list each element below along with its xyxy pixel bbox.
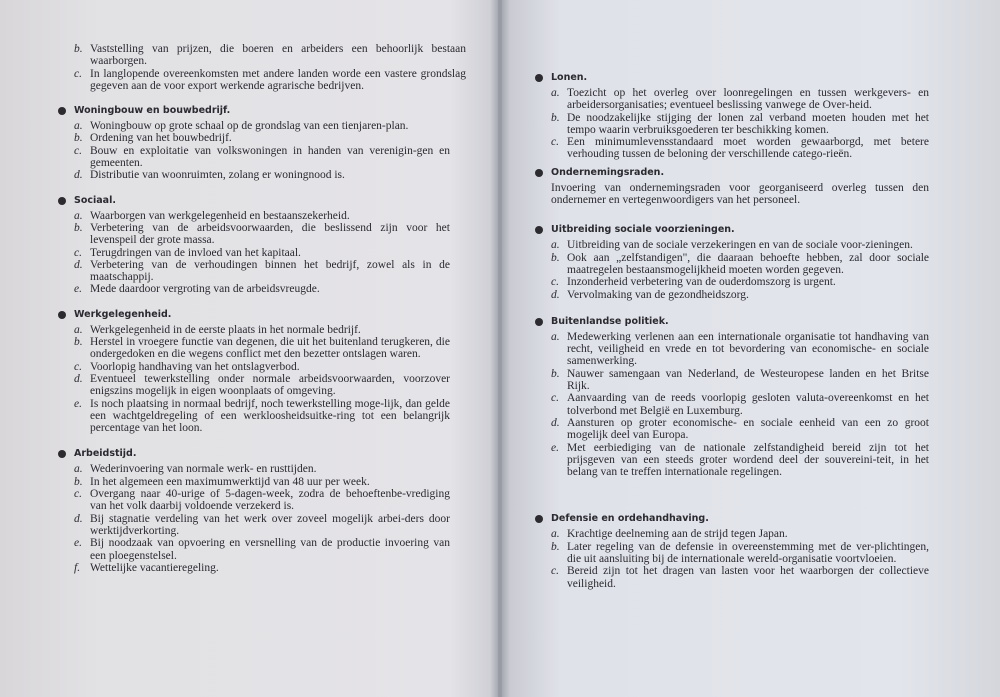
list-item <box>535 136 929 161</box>
section-heading <box>535 315 929 329</box>
item-letter: a. <box>551 87 560 99</box>
item-text: Medewerking verlenen aan een internationale organisatie tot handhaving van recht, veiligheid en vrede en tot bevordering van economische- en sociale samenwerking. <box>567 330 929 368</box>
list-item <box>58 259 450 284</box>
bullet-icon <box>58 197 66 205</box>
list-item <box>58 283 450 295</box>
item-text: Vaststelling van prijzen, die boeren en arbeiders een behoorlijk bestaan waarborgen. <box>90 43 466 68</box>
item-text: In langlopende overeenkomsten met andere landen worde een vastere grondslag gegeven aan de voor export werkende agrarische bedrijven. <box>90 67 466 92</box>
list-item <box>535 368 929 393</box>
list-item <box>535 331 929 368</box>
item-text: Voorlopig handhaving van het ontslagverbod. <box>90 360 300 373</box>
list-item <box>58 222 450 247</box>
item-letter: f. <box>74 561 81 574</box>
bullet-icon <box>58 311 66 319</box>
list-item <box>535 276 929 288</box>
section-heading <box>58 104 450 118</box>
section <box>58 104 450 181</box>
item-letter: e. <box>74 283 82 296</box>
item-text: Herstel in vroegere functie van degenen, die uit het buitenland terugkeren, die ondergedoken en die wegens conflict met den bezetter ontslagen waren. <box>90 336 450 361</box>
item-letter: c. <box>74 67 82 80</box>
item-letter: c. <box>551 136 559 149</box>
section-heading <box>535 71 929 85</box>
list-item <box>535 417 929 442</box>
section <box>535 315 929 479</box>
list-item <box>535 239 929 251</box>
list-item <box>58 488 450 513</box>
item-text: Verbetering van de verhoudingen binnen het bedrijf, zowel als in de maatschappij. <box>90 258 450 284</box>
item-text: Bouw en exploitatie van volkswoningen in handen van verenigin-gen en gemeenten. <box>90 144 450 170</box>
item-text: Overgang naar 40-urige of 5-dagen-week, zodra de behoeftenbe-vrediging van het volk daarbij voldoende verzekerd is. <box>90 488 450 513</box>
left-page <box>58 0 466 697</box>
item-text: Verbetering van de arbeidsvoorwaarden, die beslissend zijn voor het levenspeil der grote massa. <box>90 221 450 247</box>
section <box>58 194 450 296</box>
item-text: Mede daardoor vergroting van de arbeidsvreugde. <box>90 283 320 296</box>
item-letter: a. <box>74 323 83 336</box>
item-text: Krachtige deelneming aan de strijd tegen Japan. <box>567 528 788 541</box>
heading-text: Sociaal. <box>74 194 116 206</box>
list-item <box>535 289 929 301</box>
item-text: Woningbouw op grote schaal op de grondslag van een tienjaren-plan. <box>90 120 409 133</box>
item-text: Wederinvoering van normale werk- en rusttijden. <box>90 463 317 476</box>
list-item <box>535 87 929 112</box>
item-letter: d. <box>74 258 83 271</box>
item-text: Eventueel tewerkstelling onder normale arbeidsvoorwaarden, voorzover enigszins mogelijk in eigen woonplaats of omgeving. <box>90 372 450 398</box>
item-text: Ordening van het bouwbedrijf. <box>90 132 232 145</box>
item-text: Aansturen op groter economische- en sociale eenheid van een zo groot mogelijk deel van Europa. <box>567 416 929 442</box>
item-text: Ook aan „zelfstandigen", die daaraan behoefte hebben, zal door sociale maatregelen bestaansmogelijkheid moeten worden gegeven. <box>567 251 929 276</box>
bullet-icon <box>58 450 66 458</box>
item-text: Bereid zijn tot het dragen van lasten voor het waarborgen der collectieve veiligheid. <box>567 565 929 590</box>
item-letter: b. <box>551 367 560 380</box>
section <box>535 71 929 161</box>
item-text: Vervolmaking van de gezondheidszorg. <box>567 288 749 301</box>
list-item <box>535 112 929 137</box>
item-text: Werkgelegenheid in de eerste plaats in het normale bedrijf. <box>90 323 361 336</box>
heading-text: Lonen. <box>551 72 588 83</box>
list-item <box>58 336 450 361</box>
item-text: Is noch plaatsing in normaal bedrijf, noch tewerkstelling moge-lijk, dan gelde een wachtgeldregeling of een werkloosheidsuitke-ring tot een belangrijk percentage van het loon. <box>90 397 450 435</box>
item-letter: d. <box>551 416 560 429</box>
item-text: Later regeling van de defensie in overeenstemming met de ver-plichtingen, die uit aansluiting bij de internationale wereld-organisatie voortvloeien. <box>567 540 929 566</box>
item-letter: b. <box>551 251 560 264</box>
heading-text: Uitbreiding sociale voorzieningen. <box>551 224 735 236</box>
section <box>58 447 450 574</box>
item-letter: d. <box>551 288 560 301</box>
item-text: Bij stagnatie verdeling van het werk over zoveel mogelijk arbei-ders door werktijdverkorting. <box>90 512 450 537</box>
item-text: Waarborgen van werkgelegenheid en bestaanszekerheid. <box>90 209 350 222</box>
heading-text: Defensie en ordehandhaving. <box>551 513 709 525</box>
page-fold <box>498 0 502 697</box>
item-letter: c. <box>551 276 559 289</box>
section-heading <box>58 308 450 322</box>
list-item <box>58 476 450 488</box>
list-item <box>535 528 929 540</box>
item-letter: b. <box>551 111 560 124</box>
heading-text: Ondernemingsraden. <box>551 166 665 178</box>
heading-text: Woningbouw en bouwbedrijf. <box>74 105 231 117</box>
item-letter: a. <box>551 330 560 343</box>
item-text: Uitbreiding van de sociale verzekeringen en van de sociale voor-zieningen. <box>567 239 913 252</box>
list-item <box>58 324 450 336</box>
list-item <box>535 541 929 566</box>
heading-text: Arbeidstijd. <box>74 448 137 460</box>
bullet-icon <box>535 74 543 82</box>
item-text: Bij noodzaak van opvoering en versnelling van de productie invoering van een ploegenstelsel. <box>90 537 450 562</box>
bullet-icon <box>535 515 543 523</box>
item-letter: b. <box>74 336 83 349</box>
bullet-icon <box>58 107 66 115</box>
heading-text: Buitenlandse politiek. <box>551 315 669 327</box>
bullet-icon <box>535 226 543 234</box>
list-item <box>58 398 450 435</box>
item-text: Wettelijke vacantieregeling. <box>90 561 219 574</box>
item-letter: c. <box>74 144 82 157</box>
item-text: Nauwer samengaan van Nederland, de Westeuropese landen en het Britse Rijk. <box>567 367 929 393</box>
item-letter: c. <box>74 246 82 259</box>
list-item <box>58 132 450 144</box>
section <box>535 512 929 589</box>
item-text: Met eerbiediging van de nationale zelfstandigheid bereid zijn tot het prijsgeven van een steeds groter wordend deel der souvereini-teit, in het belang van te treffen internationale regelingen. <box>567 441 929 479</box>
section <box>535 223 929 300</box>
item-text: Toezicht op het overleg over loonregelingen en tussen werkgevers- en arbeidersorganisaties; eventueel beslissing vanwege de Over-heid. <box>567 87 929 112</box>
item-letter: b. <box>74 475 83 488</box>
item-letter: c. <box>74 360 82 373</box>
item-letter: d. <box>74 512 83 525</box>
right-page <box>535 0 929 697</box>
list-item <box>58 145 450 170</box>
item-letter: b. <box>74 221 83 234</box>
item-text: Terugdringen van de invloed van het kapitaal. <box>90 246 301 259</box>
section-heading <box>58 194 450 208</box>
list-item <box>58 562 450 574</box>
list-item <box>58 537 450 562</box>
list-item <box>74 68 466 93</box>
section <box>58 308 450 435</box>
item-text: De noodzakelijke stijging der lonen zal verband moeten houden met het tempo waarin verbruiksgoederen ter beschikking komen. <box>567 111 929 136</box>
item-text: Een minimumlevensstandaard moet worden gewaarborgd, met betere verhouding tussen de beloning der verschillende catego-rieën. <box>567 136 929 161</box>
bullet-icon <box>535 169 543 177</box>
item-letter: b. <box>74 132 83 145</box>
item-letter: b. <box>551 540 560 553</box>
list-item <box>58 169 450 181</box>
list-item <box>74 43 466 68</box>
section <box>535 166 929 207</box>
list-item <box>58 120 450 132</box>
item-letter: a. <box>74 120 83 133</box>
list-item <box>58 210 450 222</box>
item-text: Inzonderheid verbetering van de ouderdomszorg is urgent. <box>567 276 836 289</box>
list-item <box>58 513 450 538</box>
section-heading <box>58 447 450 461</box>
section-heading <box>535 512 929 526</box>
item-letter: a. <box>551 239 560 252</box>
section-heading <box>535 166 929 180</box>
item-letter: a. <box>74 463 83 476</box>
item-letter: c. <box>551 565 559 578</box>
item-letter: a. <box>551 528 560 541</box>
item-letter: b. <box>74 43 83 55</box>
item-text: In het algemeen een maximumwerktijd van 48 uur per week. <box>90 475 370 488</box>
list-item <box>58 361 450 373</box>
list-item <box>58 373 450 398</box>
item-letter: a. <box>74 209 83 222</box>
list-item <box>535 252 929 277</box>
list-item <box>58 463 450 475</box>
item-letter: d. <box>74 372 83 385</box>
section-paragraph: Invoering van ondernemingsraden voor georganiseerd overleg tussen den ondernemer en vertegenwoordigers van het personeel. <box>551 181 929 207</box>
item-letter: c. <box>551 392 559 405</box>
item-letter: d. <box>74 169 83 182</box>
section <box>58 43 466 92</box>
item-letter: e. <box>74 397 82 410</box>
item-text: Distributie van woonruimten, zolang er woningnood is. <box>90 169 345 182</box>
section-heading <box>535 223 929 237</box>
item-letter: e. <box>551 441 559 454</box>
bullet-icon <box>535 318 543 326</box>
list-item <box>535 565 929 590</box>
list-item <box>535 442 929 479</box>
item-text: Aanvaarding van de reeds voorlopig gesloten valuta-overeenkomst en het tolverbond met België en Luxemburg. <box>567 392 929 417</box>
list-item <box>58 247 450 259</box>
item-letter: c. <box>74 488 82 501</box>
item-letter: e. <box>74 537 82 550</box>
heading-text: Werkgelegenheid. <box>74 308 172 320</box>
list-item <box>535 392 929 417</box>
